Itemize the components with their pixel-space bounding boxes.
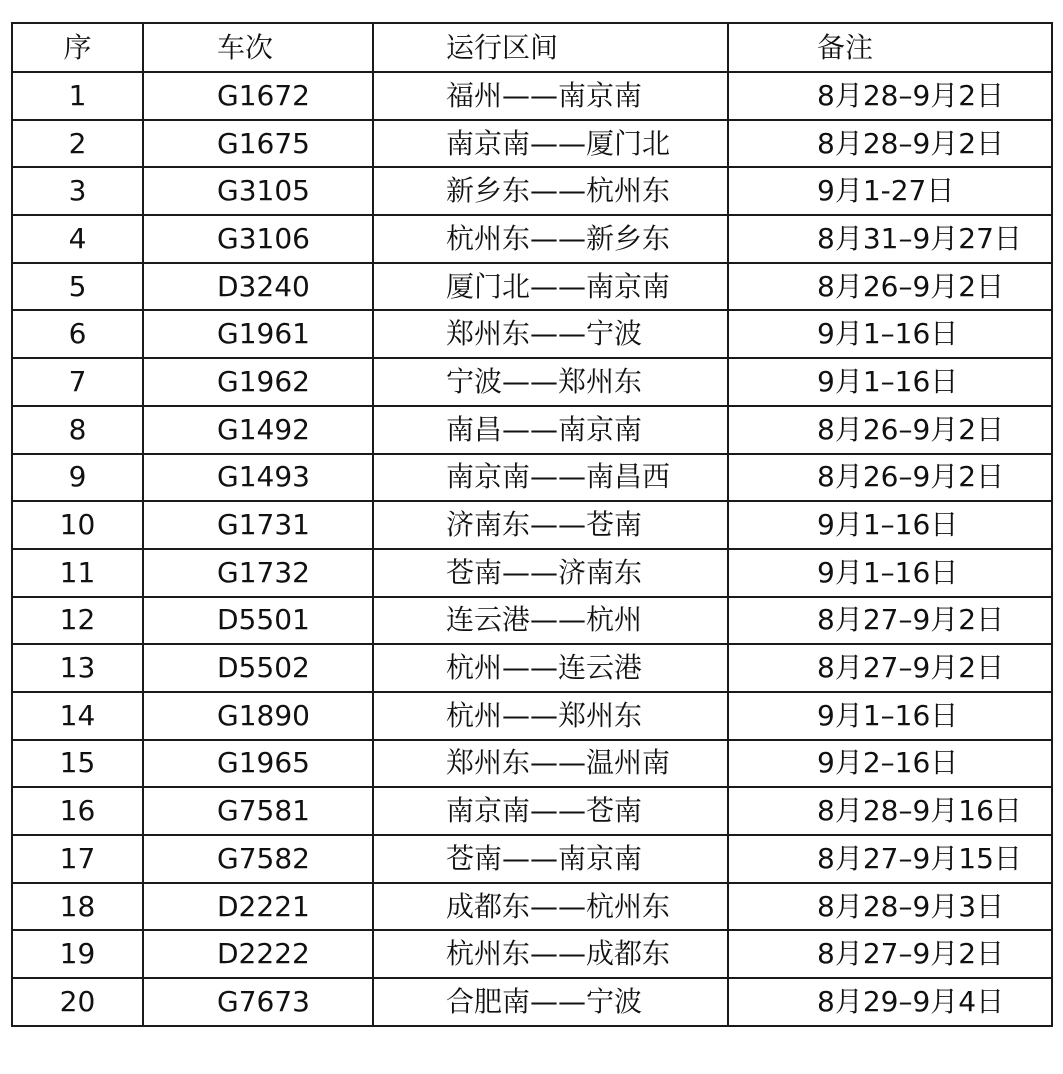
table-row bbox=[12, 692, 1052, 740]
header-index: 序 bbox=[12, 23, 143, 72]
cell-index: 9 bbox=[12, 454, 143, 502]
cell-route: 合肥南——宁波 bbox=[373, 978, 728, 1026]
cell-route: 郑州东——温州南 bbox=[373, 740, 728, 788]
cell-route: 连云港——杭州 bbox=[373, 597, 728, 645]
table-row bbox=[12, 835, 1052, 883]
cell-index: 8 bbox=[12, 406, 143, 454]
cell-train-number: G1961 bbox=[143, 310, 373, 358]
cell-route: 厦门北——南京南 bbox=[373, 263, 728, 311]
cell-train-number: G1965 bbox=[143, 740, 373, 788]
cell-remarks: 9月1–16日 bbox=[728, 501, 1052, 549]
cell-index: 20 bbox=[12, 978, 143, 1026]
cell-index: 6 bbox=[12, 310, 143, 358]
cell-route: 宁波——郑州东 bbox=[373, 358, 728, 406]
cell-remarks: 8月29–9月4日 bbox=[728, 978, 1052, 1026]
header-route: 运行区间 bbox=[373, 23, 728, 72]
cell-index: 5 bbox=[12, 263, 143, 311]
table-row bbox=[12, 787, 1052, 835]
cell-train-number: G3106 bbox=[143, 215, 373, 263]
cell-remarks: 8月27–9月2日 bbox=[728, 597, 1052, 645]
cell-remarks: 9月1–16日 bbox=[728, 358, 1052, 406]
cell-train-number: G1962 bbox=[143, 358, 373, 406]
table-row bbox=[12, 72, 1052, 120]
cell-remarks: 8月26–9月2日 bbox=[728, 454, 1052, 502]
cell-train-number: G1493 bbox=[143, 454, 373, 502]
cell-route: 杭州东——新乡东 bbox=[373, 215, 728, 263]
cell-train-number: D2222 bbox=[143, 930, 373, 978]
table-row bbox=[12, 263, 1052, 311]
cell-remarks: 8月28–9月2日 bbox=[728, 72, 1052, 120]
table-row bbox=[12, 167, 1052, 215]
cell-index: 2 bbox=[12, 120, 143, 168]
table-header bbox=[12, 23, 1052, 72]
cell-index: 11 bbox=[12, 549, 143, 597]
cell-index: 14 bbox=[12, 692, 143, 740]
cell-remarks: 9月1–16日 bbox=[728, 310, 1052, 358]
table-row bbox=[12, 549, 1052, 597]
cell-remarks: 8月27–9月2日 bbox=[728, 930, 1052, 978]
cell-train-number: G7673 bbox=[143, 978, 373, 1026]
cell-index: 16 bbox=[12, 787, 143, 835]
cell-index: 18 bbox=[12, 883, 143, 931]
cell-train-number: G1732 bbox=[143, 549, 373, 597]
cell-index: 1 bbox=[12, 72, 143, 120]
cell-train-number: G7582 bbox=[143, 835, 373, 883]
table-row bbox=[12, 406, 1052, 454]
cell-route: 苍南——济南东 bbox=[373, 549, 728, 597]
cell-route: 济南东——苍南 bbox=[373, 501, 728, 549]
cell-remarks: 9月1–16日 bbox=[728, 549, 1052, 597]
cell-index: 12 bbox=[12, 597, 143, 645]
cell-train-number: G1731 bbox=[143, 501, 373, 549]
cell-index: 13 bbox=[12, 644, 143, 692]
cell-train-number: G1675 bbox=[143, 120, 373, 168]
cell-index: 10 bbox=[12, 501, 143, 549]
cell-train-number: G1492 bbox=[143, 406, 373, 454]
cell-remarks: 9月2–16日 bbox=[728, 740, 1052, 788]
cell-route: 苍南——南京南 bbox=[373, 835, 728, 883]
table-row bbox=[12, 215, 1052, 263]
cell-route: 杭州东——成都东 bbox=[373, 930, 728, 978]
cell-train-number: D2221 bbox=[143, 883, 373, 931]
cell-index: 19 bbox=[12, 930, 143, 978]
table-row bbox=[12, 883, 1052, 931]
table-row bbox=[12, 120, 1052, 168]
cell-route: 南京南——苍南 bbox=[373, 787, 728, 835]
cell-train-number: G1672 bbox=[143, 72, 373, 120]
header-remarks: 备注 bbox=[728, 23, 1052, 72]
table-row bbox=[12, 644, 1052, 692]
header-train-number: 车次 bbox=[143, 23, 373, 72]
cell-route: 福州——南京南 bbox=[373, 72, 728, 120]
cell-route: 新乡东——杭州东 bbox=[373, 167, 728, 215]
cell-index: 15 bbox=[12, 740, 143, 788]
cell-train-number: D5502 bbox=[143, 644, 373, 692]
cell-route: 杭州——郑州东 bbox=[373, 692, 728, 740]
cell-remarks: 9月1–16日 bbox=[728, 692, 1052, 740]
table-row bbox=[12, 454, 1052, 502]
cell-remarks: 8月31–9月27日 bbox=[728, 215, 1052, 263]
cell-remarks: 8月27–9月2日 bbox=[728, 644, 1052, 692]
table-row bbox=[12, 930, 1052, 978]
cell-remarks: 8月28–9月3日 bbox=[728, 883, 1052, 931]
cell-route: 南昌——南京南 bbox=[373, 406, 728, 454]
cell-train-number: G1890 bbox=[143, 692, 373, 740]
header-row bbox=[12, 23, 1052, 72]
cell-route: 南京南——厦门北 bbox=[373, 120, 728, 168]
cell-route: 南京南——南昌西 bbox=[373, 454, 728, 502]
table-row bbox=[12, 358, 1052, 406]
cell-route: 郑州东——宁波 bbox=[373, 310, 728, 358]
train-schedule-table bbox=[11, 22, 1053, 1027]
table-body bbox=[12, 72, 1052, 1026]
table-row bbox=[12, 740, 1052, 788]
cell-index: 4 bbox=[12, 215, 143, 263]
cell-remarks: 8月28–9月16日 bbox=[728, 787, 1052, 835]
cell-remarks: 8月27–9月15日 bbox=[728, 835, 1052, 883]
cell-index: 3 bbox=[12, 167, 143, 215]
cell-remarks: 8月28–9月2日 bbox=[728, 120, 1052, 168]
cell-remarks: 8月26–9月2日 bbox=[728, 406, 1052, 454]
cell-index: 17 bbox=[12, 835, 143, 883]
cell-train-number: D5501 bbox=[143, 597, 373, 645]
cell-remarks: 9月1-27日 bbox=[728, 167, 1052, 215]
cell-train-number: G3105 bbox=[143, 167, 373, 215]
cell-route: 成都东——杭州东 bbox=[373, 883, 728, 931]
cell-train-number: D3240 bbox=[143, 263, 373, 311]
cell-route: 杭州——连云港 bbox=[373, 644, 728, 692]
cell-train-number: G7581 bbox=[143, 787, 373, 835]
cell-remarks: 8月26–9月2日 bbox=[728, 263, 1052, 311]
table-row bbox=[12, 501, 1052, 549]
train-schedule-table-wrapper bbox=[11, 22, 1053, 1027]
table-row bbox=[12, 597, 1052, 645]
table-row bbox=[12, 310, 1052, 358]
table-row bbox=[12, 978, 1052, 1026]
cell-index: 7 bbox=[12, 358, 143, 406]
